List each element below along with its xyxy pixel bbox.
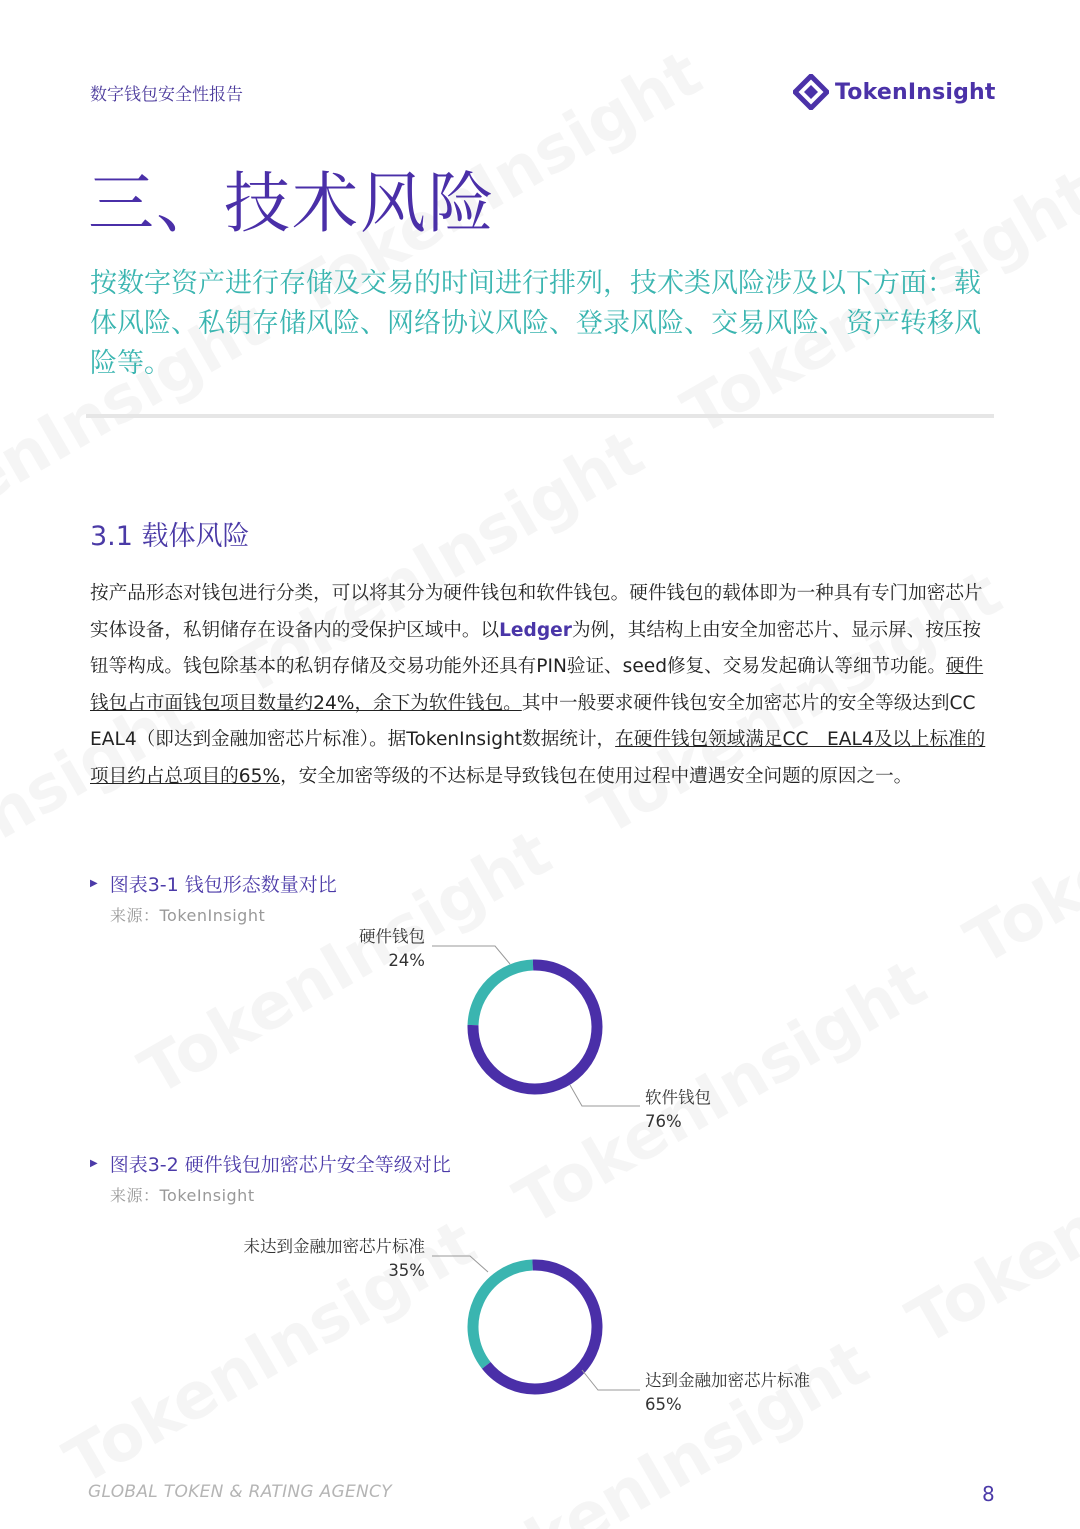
figure-source: 来源：TokenInsight bbox=[110, 906, 266, 925]
leader-line bbox=[570, 1085, 640, 1106]
slice-value-label: 76% bbox=[645, 1112, 682, 1131]
section-paragraph bbox=[90, 576, 995, 795]
underlined-highlight: 硬件钱包占市面钱包项目数量约24%，余下为软件钱包。 bbox=[90, 656, 984, 714]
paragraph-text: 其中一般要求硬件钱包安全加密芯片的安全等级达到CC EAL4（即达到金融加密芯片标准）。据TokenInsight数据统计， bbox=[90, 692, 995, 750]
paragraph-text: 按产品形态对钱包进行分类，可以将其分为硬件钱包和软件钱包。硬件钱包的载体即为一种具有专门加密芯片实体设备，私钥储存在设备内的受保护区域中。以 bbox=[90, 583, 983, 641]
slice-value-label: 65% bbox=[645, 1395, 682, 1414]
tokeninsight-logo-icon bbox=[793, 74, 829, 110]
slice-label: 达到金融加密芯片标准 bbox=[645, 1371, 810, 1390]
donut-slice bbox=[453, 1251, 542, 1366]
divider bbox=[86, 414, 994, 418]
leader-line bbox=[432, 1256, 488, 1272]
donut-slice bbox=[460, 962, 546, 1025]
donut-chart-security-level bbox=[0, 1220, 1080, 1430]
figure-title-text: 图表3-1 钱包形态数量对比 bbox=[109, 874, 337, 896]
donut-chart-wallet-type bbox=[0, 910, 1080, 1150]
slice-label: 未达到金融加密芯片标准 bbox=[243, 1237, 425, 1256]
footer-tagline: GLOBAL TOKEN & RATING AGENCY bbox=[88, 1482, 392, 1502]
figure-title-text: 图表3-2 硬件钱包加密芯片安全等级对比 bbox=[109, 1154, 451, 1176]
donut-slice bbox=[457, 950, 615, 1106]
underlined-highlight: 在硬件钱包领域满足CC EAL4及以上标准的项目约占总项目的65% bbox=[90, 729, 986, 787]
bullet-icon: ▶ bbox=[90, 878, 98, 889]
section-title: 3.1 载体风险 bbox=[90, 521, 250, 552]
slice-label: 软件钱包 bbox=[645, 1088, 711, 1107]
logo-text: TokenInsight bbox=[835, 79, 996, 105]
bullet-icon: ▶ bbox=[90, 1158, 98, 1169]
chapter-intro: 按数字资产进行存储及交易的时间进行排列，技术类风险涉及以下方面：载体风险、私钥存储风险、网络协议风险、登录风险、交易风险、资产转移风险等。 bbox=[90, 268, 981, 379]
report-title: 数字钱包安全性报告 bbox=[90, 85, 243, 105]
figure-title bbox=[90, 1150, 451, 1177]
page-number: 8 bbox=[982, 1482, 995, 1506]
leader-line bbox=[582, 1370, 640, 1390]
brand-logo bbox=[793, 74, 996, 110]
paragraph-text: ，安全加密等级的不达标是导致钱包在使用过程中遭遇安全问题的原因之一。 bbox=[280, 765, 913, 787]
chapter-title: 三、技术风险 bbox=[88, 165, 496, 242]
slice-label: 硬件钱包 bbox=[359, 927, 425, 946]
figure-title bbox=[90, 870, 337, 897]
figure-source: 来源：TokeInsight bbox=[110, 1186, 255, 1205]
ledger-text: Ledger bbox=[499, 619, 572, 641]
slice-value-label: 24% bbox=[388, 951, 425, 970]
leader-line bbox=[432, 946, 510, 964]
paragraph-text: 为例，其结构上由安全加密芯片、显示屏、按压按钮等构成。钱包除基本的私钥存储及交易功能外还具有PIN验证、seed修复、交易发起确认等细节功能。 bbox=[90, 619, 982, 677]
slice-value-label: 35% bbox=[388, 1261, 425, 1280]
